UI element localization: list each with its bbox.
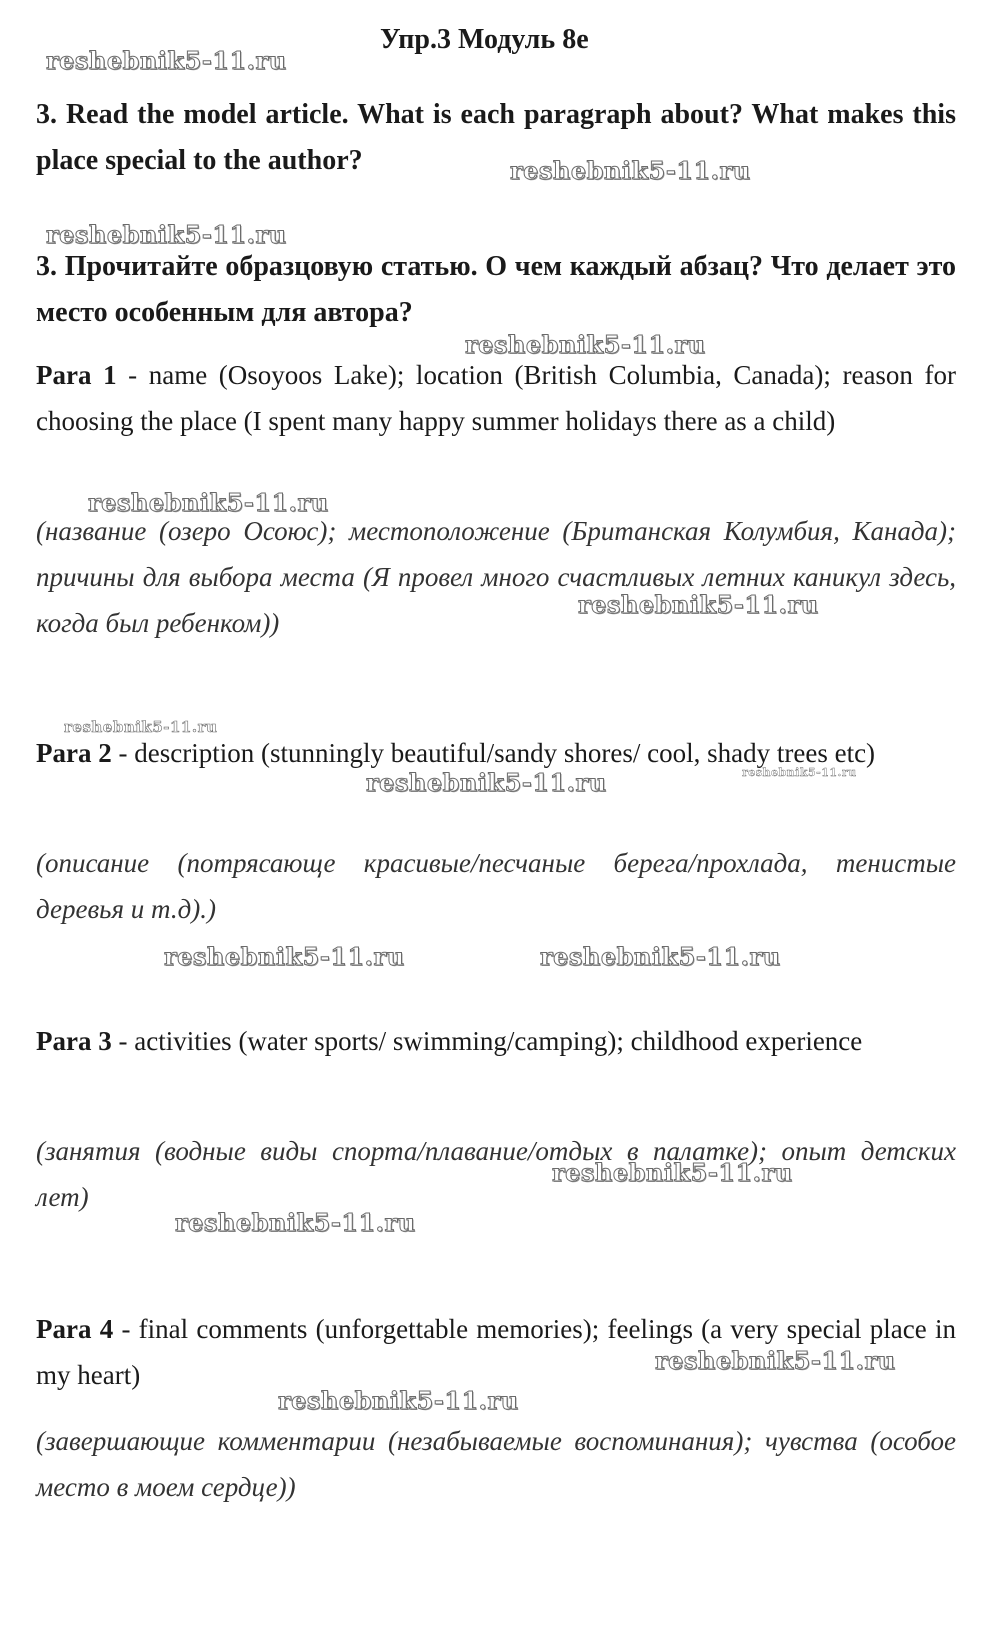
para-2-russian: (описание (потрясающе красивые/песчаные берега/прохлада, тенистые деревья и т.д).) — [36, 848, 956, 924]
watermark: reshebnik5-11.ru — [540, 942, 781, 971]
para-4-label: Para 4 — [36, 1314, 114, 1344]
task-russian: 3. Прочитайте образцовую статью. О чем каждый абзац? Что делает это место особенным для автора? — [36, 251, 956, 328]
para-3-text: - activities (water sports/ swimming/camping); childhood experience — [111, 1026, 863, 1056]
para-3-label: Para 3 — [36, 1026, 112, 1056]
page-title: Упр.3 Модуль 8е — [380, 24, 589, 55]
watermark: reshebnik5-11.ru — [175, 1208, 416, 1237]
watermark: reshebnik5-11.ru — [46, 220, 287, 249]
para-1-english — [36, 352, 956, 444]
watermark: reshebnik5-11.ru — [88, 488, 329, 517]
watermark: reshebnik5-11.ru — [278, 1386, 519, 1415]
para-1-text: - name (Osoyoos Lake); location (British Columbia, Canada); reason for choosing the place (I spent many happy summer holidays there as a child) — [36, 360, 957, 436]
watermark: reshebnik5-11.ru — [655, 1346, 896, 1375]
watermark: reshebnik5-11.ru — [742, 766, 857, 779]
watermark: reshebnik5-11.ru — [578, 590, 819, 619]
watermark: reshebnik5-11.ru — [164, 942, 405, 971]
watermark: reshebnik5-11.ru — [64, 718, 218, 736]
watermark: reshebnik5-11.ru — [366, 768, 607, 797]
watermark: reshebnik5-11.ru — [552, 1158, 793, 1187]
para-4-text: - final comments (unforgettable memories); feelings (a very special place in my heart) — [36, 1314, 956, 1390]
para-3-russian: (занятия (водные виды спорта/плавание/отдых в палатке); опыт детских лет) — [36, 1136, 956, 1212]
para-2-text: - description (stunningly beautiful/sandy shores/ cool, shady trees etc) — [111, 738, 876, 768]
para-4-russian: (завершающие комментарии (незабываемые воспоминания); чувства (особое место в моем сердце)) — [36, 1426, 956, 1502]
para-1-russian: (название (озеро Осоюс); местоположение (Британская Колумбия, Канада); причины для выбора места (Я провел много счастливых летних каникул здесь, когда был ребенком)) — [36, 516, 956, 638]
task-english: 3. Read the model article. What is each paragraph about? What makes this place special to the author? — [36, 99, 956, 176]
para-1-label: Para 1 — [36, 360, 117, 390]
watermark: reshebnik5-11.ru — [510, 156, 751, 185]
para-2-label: Para 2 — [36, 738, 112, 768]
watermark: reshebnik5-11.ru — [465, 330, 706, 359]
watermark: reshebnik5-11.ru — [46, 46, 287, 75]
para-3-english — [36, 1018, 956, 1064]
